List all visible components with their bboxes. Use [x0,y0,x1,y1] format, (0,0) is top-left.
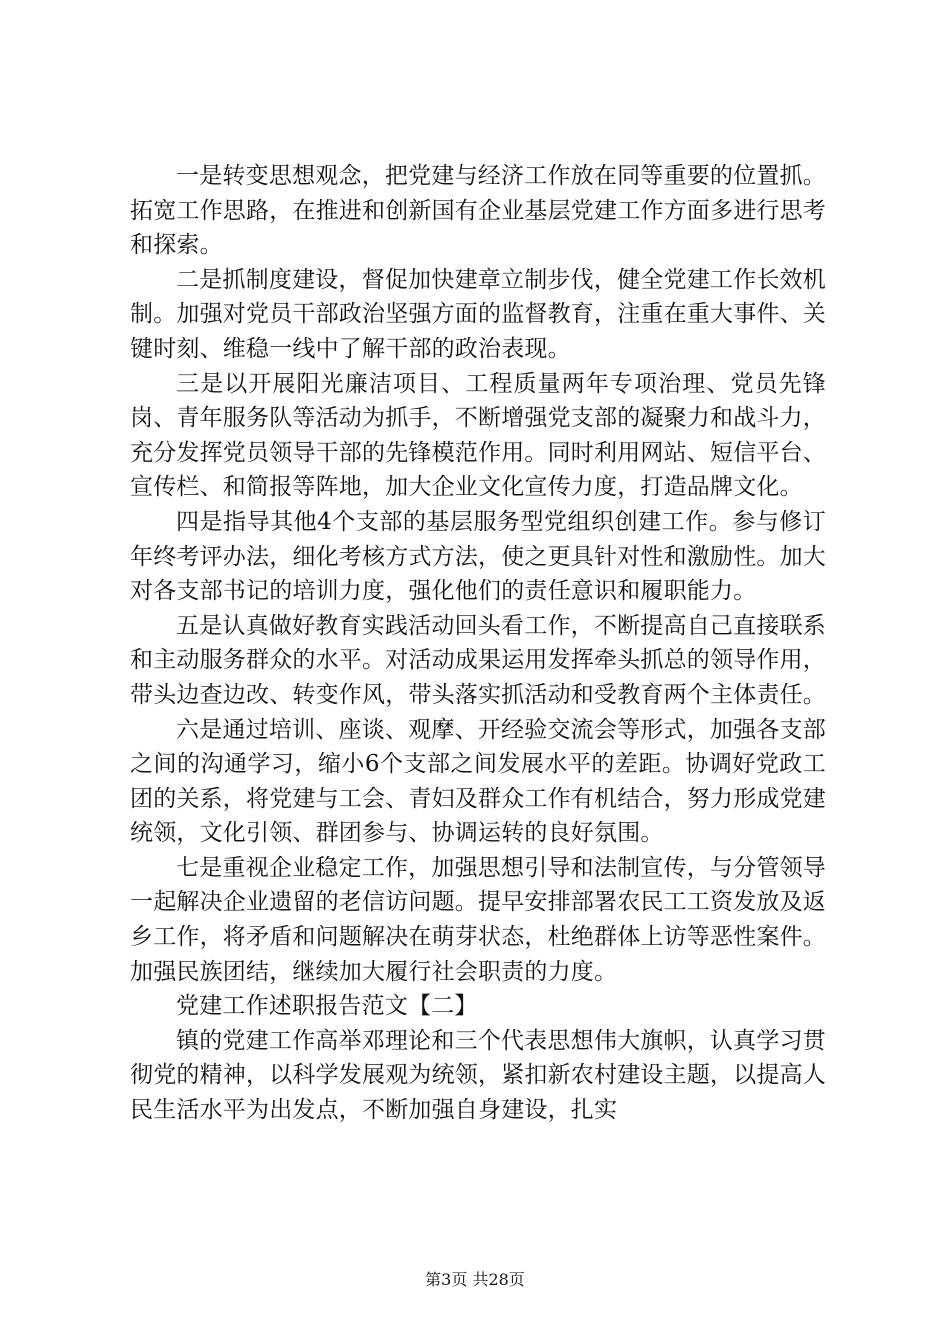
paragraph-6: 六是通过培训、座谈、观摩、开经验交流会等形式，加强各支部之间的沟通学习，缩小6个支部之间发展水平的差距。协调好党政工团的关系，将党建与工会、青妇及群众工作有机结合，努力形成党建统领，文化引领、群团参与、协调运转的良好氛围。 [130,716,826,847]
paragraph-1: 一是转变思想观念，把党建与经济工作放在同等重要的位置抓。拓宽工作思路，在推进和创新国有企业基层党建工作方面多进行思考和探索。 [130,163,826,259]
paragraph-7: 七是重视企业稳定工作，加强思想引导和法制宣传，与分管领导一起解决企业遗留的老信访问题。提早安排部署农民工工资发放及返乡工作，将矛盾和问题解决在萌芽状态，杜绝群体上访等恶性案件。加强民族团结，继续加大履行社会职责的力度。 [130,854,826,985]
paragraph-4: 四是指导其他4个支部的基层服务型党组织创建工作。参与修订年终考评办法，细化考核方式方法，使之更具针对性和激励性。加大对各支部书记的培训力度，强化他们的责任意识和履职能力。 [130,508,826,605]
section-heading: 党建工作述职报告范文【二】 [176,993,478,1020]
paragraph-5: 五是认真做好教育实践活动回头看工作，不断提高自己直接联系和主动服务群众的水平。对活动成果运用发挥牵头抓总的领导作用，带头边查边改、转变作风，带头落实抓活动和受教育两个主体责任。 [130,612,826,708]
page-number-footer: 第3页 共28页 [425,1270,525,1289]
paragraph-2: 二是抓制度建设，督促加快建章立制步伐，健全党建工作长效机制。加强对党员干部政治坚强方面的监督教育，注重在重大事件、关键时刻、维稳一线中了解干部的政治表现。 [130,266,826,362]
document-body [130,159,826,1128]
closing-paragraph: 镇的党建工作高举邓理论和三个代表思想伟大旗帜，认真学习贯彻党的精神，以科学发展观为统领，紧扣新农村建设主题，以提高人民生活水平为出发点，不断加强自身建设，扎实 [130,1027,826,1124]
paragraph-3: 三是以开展阳光廉洁项目、工程质量两年专项治理、党员先锋岗、青年服务队等活动为抓手，不断增强党支部的凝聚力和战斗力，充分发挥党员领导干部的先锋模范作用。同时利用网站、短信平台、宣传栏、和简报等阵地，加大企业文化宣传力度，打造品牌文化。 [130,370,826,501]
